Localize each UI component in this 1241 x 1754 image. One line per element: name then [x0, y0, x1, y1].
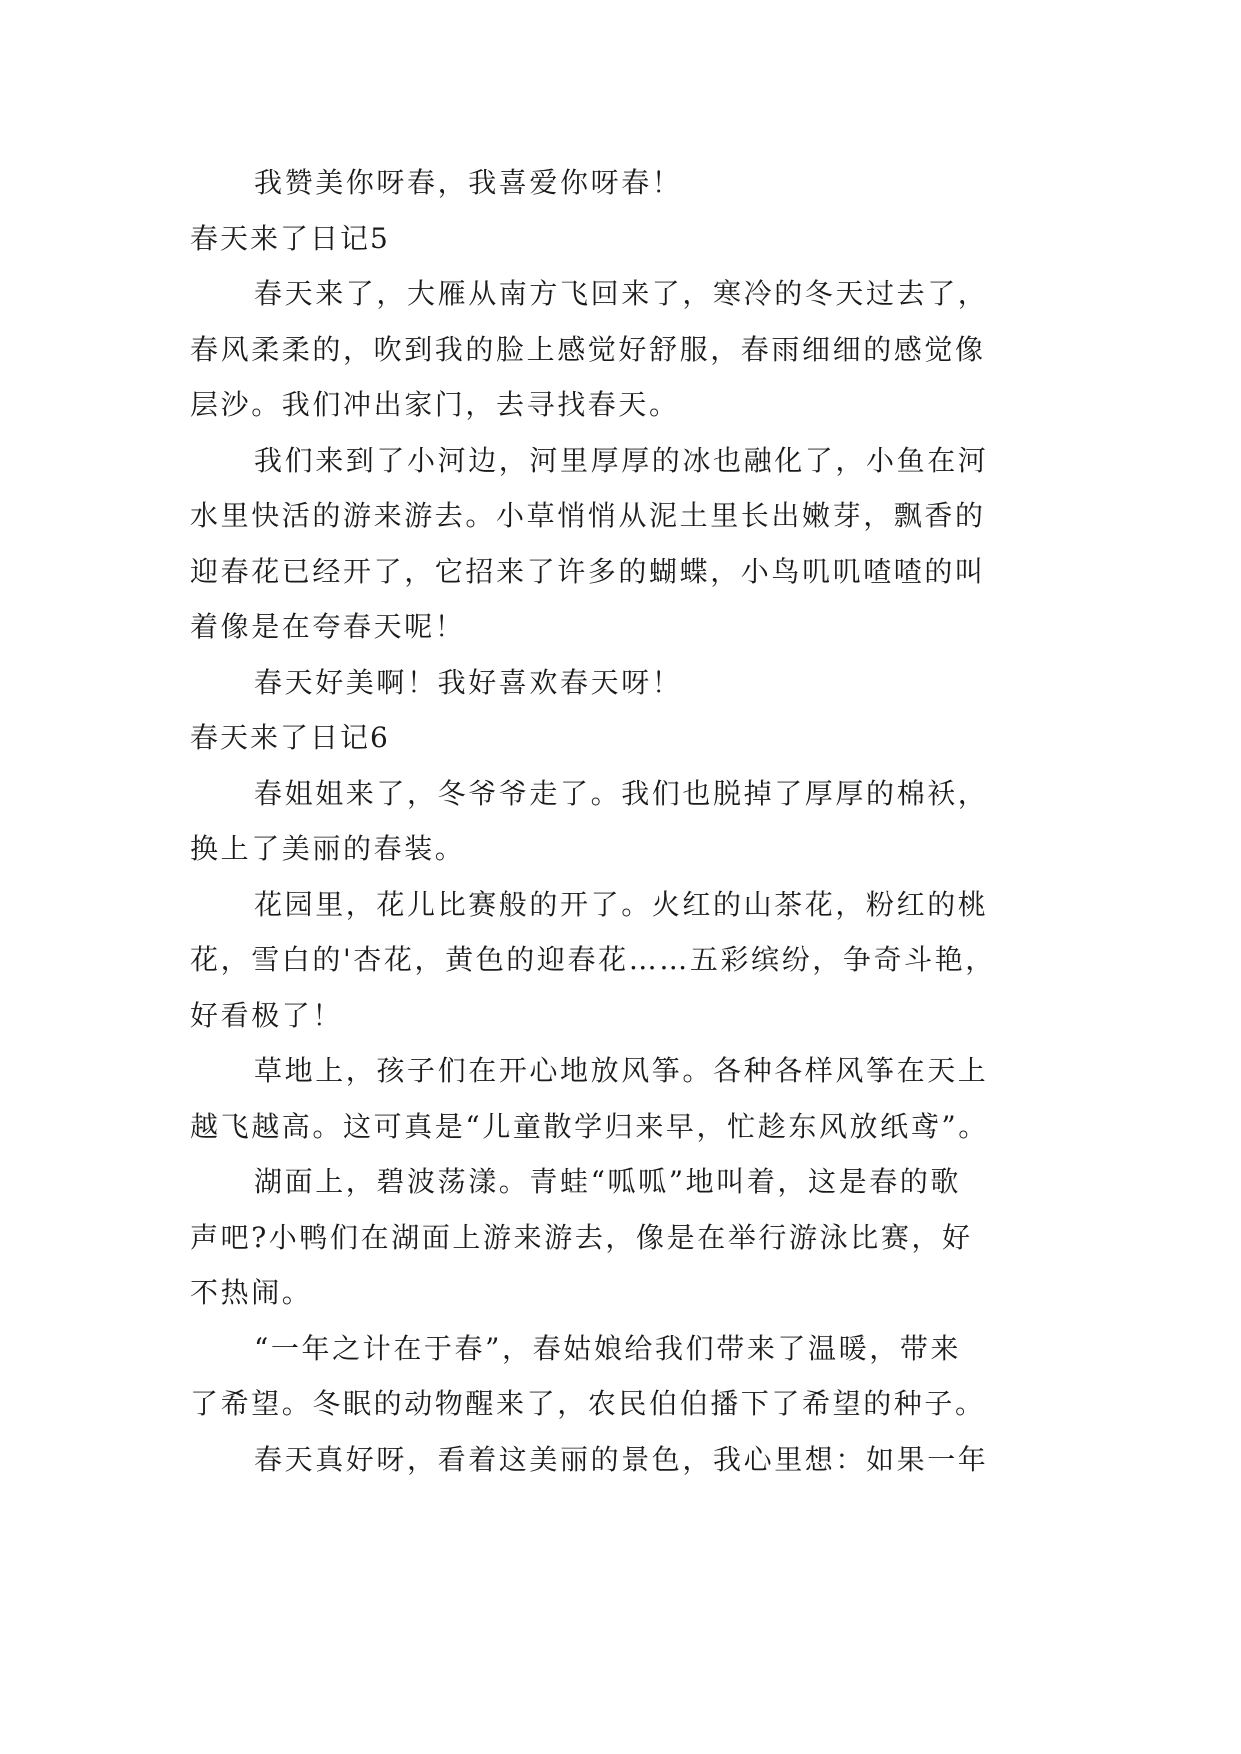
- paragraph-line: 层沙。我们冲出家门，去寻找春天。: [190, 388, 680, 421]
- paragraph-line: 花，雪白的'杏花，黄色的迎春花……五彩缤纷，争奇斗艳，: [190, 943, 996, 976]
- paragraph-line: 声吧?小鸭们在湖面上游来游去，像是在举行游泳比赛，好: [190, 1220, 973, 1254]
- paragraph-line: 春风柔柔的，吹到我的脸上感觉好舒服，春雨细细的感觉像: [190, 332, 986, 366]
- paragraph-line: “一年之计在于春”，春姑娘给我们带来了温暖，带来: [254, 1331, 962, 1365]
- paragraph-line: 水里快活的游来游去。小草悄悄从泥土里长出嫩芽，飘香的: [190, 499, 986, 532]
- paragraph-line: 了希望。冬眠的动物醒来了，农民伯伯播下了希望的种子。: [190, 1387, 986, 1420]
- paragraph-line: 我赞美你呀春，我喜爱你呀春！: [254, 166, 683, 199]
- paragraph-line: 春天好美啊！我好喜欢春天呀！: [254, 665, 683, 699]
- section-heading: 春天来了日记5: [190, 221, 390, 255]
- paragraph-line: 花园里，花儿比赛般的开了。火红的山茶花，粉红的桃: [254, 887, 989, 921]
- paragraph-line: 越飞越高。这可真是“儿童散学归来早，忙趁东风放纸鸢”。: [190, 1109, 989, 1143]
- paragraph-line: 着像是在夸春天呢！: [190, 610, 466, 643]
- paragraph-line: 换上了美丽的春装。: [190, 832, 466, 865]
- section-heading: 春天来了日记6: [190, 721, 390, 754]
- document-body: [190, 155, 1070, 1487]
- paragraph-line: 春天来了，大雁从南方飞回来了，寒冷的冬天过去了，: [254, 277, 989, 310]
- paragraph-line: 迎春花已经开了，它招来了许多的蝴蝶，小鸟叽叽喳喳的叫: [190, 554, 986, 588]
- paragraph-line: 春姐姐来了，冬爷爷走了。我们也脱掉了厚厚的棉袄，: [254, 776, 989, 810]
- paragraph-line: 草地上，孩子们在开心地放风筝。各种各样风筝在天上: [254, 1054, 989, 1087]
- paragraph-line: 湖面上，碧波荡漾。青蛙“呱呱”地叫着，这是春的歌: [254, 1165, 962, 1198]
- paragraph-line: 不热闹。: [190, 1276, 313, 1309]
- paragraph-line: 我们来到了小河边，河里厚厚的冰也融化了，小鱼在河: [254, 443, 989, 477]
- paragraph-line: 春天真好呀，看着这美丽的景色，我心里想：如果一年: [254, 1442, 989, 1476]
- paragraph-line: 好看极了！: [190, 998, 344, 1032]
